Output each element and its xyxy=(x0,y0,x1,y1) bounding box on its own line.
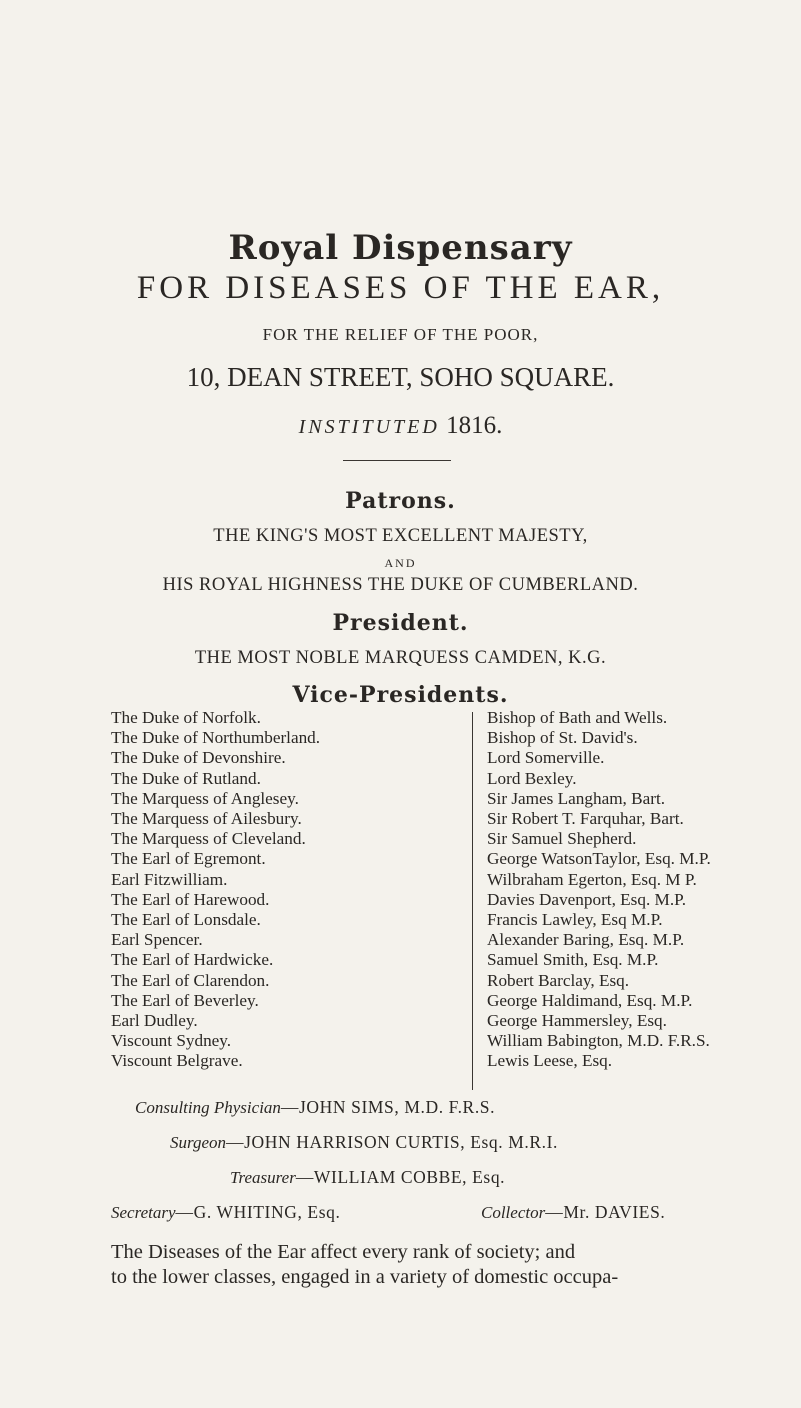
secretary-name: —G. WHITING, Esq. xyxy=(175,1202,341,1222)
vp-right-item: Sir James Langham, Bart. xyxy=(487,788,666,808)
patrons-heading: Patrons. xyxy=(345,488,456,514)
collector-role: Collector xyxy=(481,1203,546,1222)
instituted-year: 1816. xyxy=(446,412,503,439)
vp-right-item: Davies Davenport, Esq. M.P. xyxy=(487,889,687,909)
main-title: FOR DISEASES OF THE EAR, xyxy=(136,270,665,306)
vp-right-item: Bishop of Bath and Wells. xyxy=(487,708,668,727)
vp-right-item: William Babington, M.D. F.R.S. xyxy=(487,1031,710,1051)
vp-right-item: Wilbraham Egerton, Esq. M P. xyxy=(487,869,697,889)
column-divider xyxy=(472,712,473,1090)
vp-left-item: The Earl of Clarendon. xyxy=(111,970,270,990)
vp-left-item: The Earl of Harewood. xyxy=(111,889,270,909)
president-name: THE MOST NOBLE MARQUESS CAMDEN, K.G. xyxy=(194,648,607,668)
instituted-label: INSTITUTED xyxy=(298,416,440,438)
surgeon-role: Surgeon xyxy=(170,1133,227,1152)
vp-left-item: Earl Spencer. xyxy=(111,930,203,950)
vp-left-item: The Marquess of Cleveland. xyxy=(111,829,306,849)
vp-right-item: Sir Robert T. Farquhar, Bart. xyxy=(487,809,684,829)
vp-left-item: The Earl of Beverley. xyxy=(111,990,259,1010)
patrons-and: AND xyxy=(384,556,417,570)
vp-left-item: Earl Fitzwilliam. xyxy=(111,869,228,889)
vp-left-item: The Duke of Devonshire. xyxy=(111,748,286,768)
collector-name: —Mr. DAVIES. xyxy=(545,1202,666,1222)
vice-presidents-heading: Vice-Presidents. xyxy=(292,682,509,708)
vp-right-item: Robert Barclay, Esq. xyxy=(487,970,630,990)
vp-left-item: The Duke of Northumberland. xyxy=(111,728,321,748)
vp-right-item: Sir Samuel Shepherd. xyxy=(487,829,637,849)
divider-rule xyxy=(343,460,451,461)
vp-right-item: Bishop of St. David's. xyxy=(487,728,638,748)
dispensary-blackletter-title: Royal Dispensary xyxy=(228,228,573,268)
vp-left-item: The Earl of Lonsdale. xyxy=(111,910,261,930)
consulting-physician xyxy=(135,1097,495,1118)
vp-left-item: The Duke of Rutland. xyxy=(111,768,261,788)
patron-king: THE KING'S MOST EXCELLENT MAJESTY, xyxy=(213,526,588,546)
vp-left-item: Viscount Belgrave. xyxy=(111,1051,243,1071)
vp-left-item: The Marquess of Anglesey. xyxy=(111,788,299,808)
president-heading: President. xyxy=(332,610,469,636)
paragraph-line: to the lower classes, engaged in a variety of domestic occupa- xyxy=(111,1266,619,1288)
vp-right-item: Alexander Baring, Esq. M.P. xyxy=(487,930,685,950)
vice-presidents-right-column xyxy=(487,708,711,1072)
vp-right-item: Lewis Leese, Esq. xyxy=(487,1051,613,1071)
treasurer xyxy=(230,1167,505,1188)
vp-right-item: Lord Somerville. xyxy=(487,748,605,768)
vp-right-item: Samuel Smith, Esq. M.P. xyxy=(487,950,659,970)
vp-left-item: Earl Dudley. xyxy=(111,1011,198,1031)
vp-left-item: The Earl of Egremont. xyxy=(111,849,266,869)
treasurer-role: Treasurer xyxy=(230,1168,296,1187)
vp-right-item: George Haldimand, Esq. M.P. xyxy=(487,990,693,1010)
surgeon-name: —JOHN HARRISON CURTIS, Esq. M.R.I. xyxy=(226,1132,558,1152)
vp-right-item: George Hammersley, Esq. xyxy=(487,1011,667,1031)
treasurer-name: —WILLIAM COBBE, Esq. xyxy=(295,1167,506,1187)
subtitle: FOR THE RELIEF OF THE POOR, xyxy=(262,325,539,344)
surgeon xyxy=(170,1132,558,1153)
physician-role: Consulting Physician xyxy=(135,1098,281,1117)
collector xyxy=(481,1202,665,1223)
patron-duke: HIS ROYAL HIGHNESS THE DUKE OF CUMBERLAND. xyxy=(162,575,639,595)
physician-name: —JOHN SIMS, M.D. F.R.S. xyxy=(280,1097,496,1117)
vp-left-item: The Marquess of Ailesbury. xyxy=(111,809,302,829)
secretary-role: Secretary xyxy=(111,1203,176,1222)
vp-right-item: Francis Lawley, Esq M.P. xyxy=(487,910,663,930)
vp-left-item: Viscount Sydney. xyxy=(111,1031,232,1051)
vp-right-item: George WatsonTaylor, Esq. M.P. xyxy=(487,849,711,869)
secretary xyxy=(111,1202,340,1223)
vice-presidents-left-column xyxy=(111,708,320,1072)
vp-left-item: The Earl of Hardwicke. xyxy=(111,950,274,970)
paragraph-line: The Diseases of the Ear affect every rank of society; and xyxy=(111,1241,576,1263)
vp-right-item: Lord Bexley. xyxy=(487,768,577,788)
instituted-line xyxy=(0,412,801,440)
address: 10, DEAN STREET, SOHO SQUARE. xyxy=(186,362,615,392)
vp-left-item: The Duke of Norfolk. xyxy=(111,708,261,727)
body-paragraph xyxy=(111,1240,711,1290)
